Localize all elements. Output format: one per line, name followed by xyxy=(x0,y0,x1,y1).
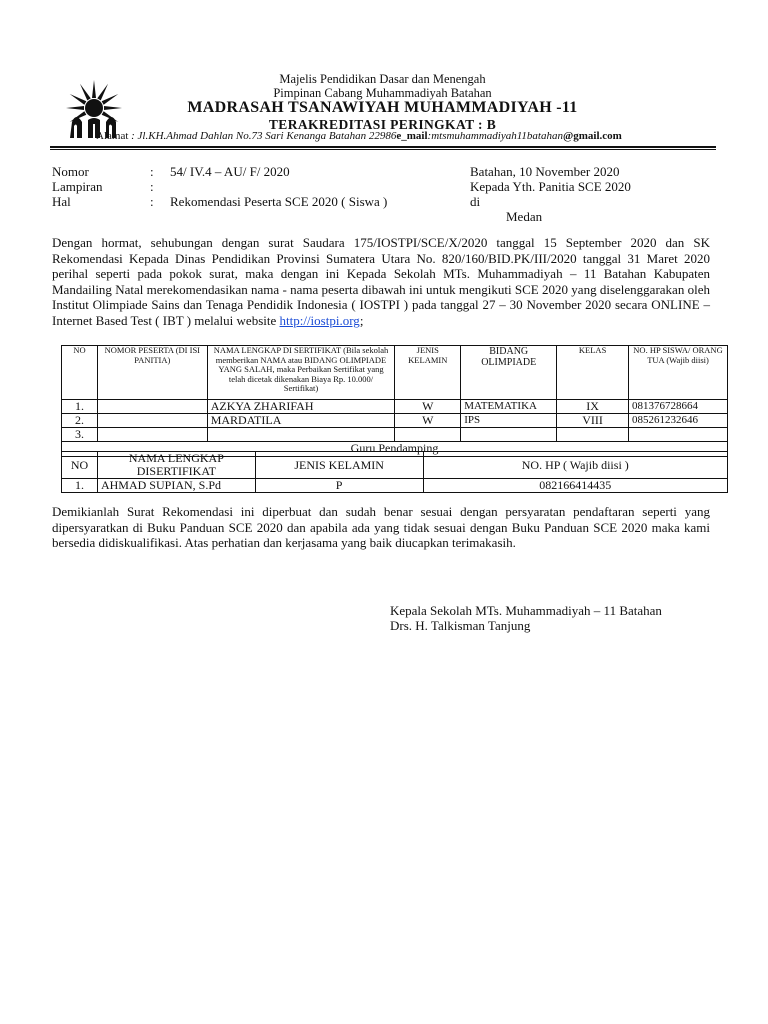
row-hp: 081376728664 xyxy=(629,400,728,414)
email-text: :mtsmuhammadiyah11batahan xyxy=(427,130,563,142)
col-kelas: KELAS xyxy=(557,346,629,400)
lampiran-colon: : xyxy=(150,179,154,194)
header-line-2: Pimpinan Cabang Muhammadiyah Batahan xyxy=(273,86,492,100)
row-no: 1. xyxy=(62,400,98,414)
hal-value: Rekomendasi Peserta SCE 2020 ( Siswa ) xyxy=(170,194,388,209)
row-hp xyxy=(629,428,728,442)
email-domain: @gmail.com xyxy=(563,130,622,142)
guru-row-nama: AHMAD SUPIAN, S.Pd xyxy=(97,479,255,493)
guru-table xyxy=(61,451,728,493)
row-nomor xyxy=(97,414,207,428)
nomor-colon: : xyxy=(150,164,154,179)
header-line-1: Majelis Pendidikan Dasar dan Menengah xyxy=(279,72,486,86)
row-nomor xyxy=(97,428,207,442)
row-kelas xyxy=(557,428,629,442)
accreditation: TERAKREDITASI PERINGKAT : B xyxy=(268,117,497,132)
intro-end: ; xyxy=(359,312,364,328)
row-nama xyxy=(207,428,395,442)
nomor-value: 54/ IV.4 – AU/ F/ 2020 xyxy=(170,164,290,179)
letter-date: Batahan, 10 November 2020 xyxy=(470,164,620,179)
website-link[interactable]: http://iostpi.org xyxy=(279,312,360,328)
guru-row-no: 1. xyxy=(62,479,98,493)
table-row xyxy=(62,400,728,414)
closing-paragraph: Demikianlah Surat Rekomendasi ini diperbuat dan sudah benar sesuai dengan persyaratan pendaftaran seperti yang dipersyaratkan di Buku Panduan SCE 2020 dan apabila ada yang tidak sesuai dengan Buku Panduan SCE 2020 maka kami bersedia didiskualifikasi. Atas perhatian dan kerjasama yang baik diucapkan terimakasih. xyxy=(52,504,710,550)
address-text: : Jl.KH.Ahmad Dahlan No.73 Sari Kenanga Batahan 22986 xyxy=(131,130,397,142)
col-jenis-kelamin: JENIS KELAMIN xyxy=(395,346,461,400)
col-hp: NO. HP SISWA/ ORANG TUA (Wajib diisi) xyxy=(629,346,728,400)
col-bidang: BIDANG OLIMPIADE xyxy=(461,346,557,400)
guru-col-jk: JENIS KELAMIN xyxy=(255,452,423,479)
row-jk: W xyxy=(395,414,461,428)
guru-title: Guru Pendamping xyxy=(62,442,728,457)
recipient: Kepada Yth. Panitia SCE 2020 xyxy=(470,179,631,194)
email-label: e_mail xyxy=(396,130,428,142)
address-line xyxy=(96,130,622,143)
school-name: MADRASAH TSANAWIYAH MUHAMMADIYAH -11 xyxy=(187,99,578,116)
header-rule xyxy=(50,146,716,148)
row-jk xyxy=(395,428,461,442)
row-bidang xyxy=(461,428,557,442)
intro-paragraph xyxy=(52,235,710,328)
row-jk: W xyxy=(395,400,461,414)
nomor-label: Nomor xyxy=(52,164,89,179)
table-row xyxy=(62,479,728,493)
row-bidang: MATEMATIKA xyxy=(461,400,557,414)
signature-name: Drs. H. Talkisman Tanjung xyxy=(390,618,531,633)
row-no: 2. xyxy=(62,414,98,428)
participants-header-row xyxy=(62,346,728,400)
guru-col-no: NO xyxy=(62,452,98,479)
intro-text: Dengan hormat, sehubungan dengan surat Saudara 175/IOSTPI/SCE/X/2020 tanggal 15 September 2020 dan SK Rekomendasi Kepada Dinas Pendidikan Provinsi Sumatera Utara No. 820/160/BID.PK/III/2020 tanggal 31 Maret 2020 perihal seperti pada pokok surat, maka dengan ini Kepada Sekolah MTs. Muhammadiyah – 11 Batahan Kabupaten Mandailing Natal merekomendasikan nama - nama peserta dibawah ini untuk mengikuti SCE 2020 yang diselenggarakan oleh Institut Olimpiade Sains dan Tenaga Pendidik Indonesia ( IOSTPI ) pada tanggal 27 – 30 November 2020 secara ONLINE – Internet Based Test ( IBT ) melalui website xyxy=(52,235,710,328)
col-nama: NAMA LENGKAP DI SERTIFIKAT (Bila sekolah memberikan NAMA atau BIDANG OLIMPIADE YANG SALAH, maka Perbaikan Sertifikat yang telah dicetak dikenakan Biaya Rp. 10.000/ Sertifikat) xyxy=(207,346,395,400)
col-no: NO xyxy=(62,346,98,400)
guru-row-hp: 082166414435 xyxy=(423,479,727,493)
table-row xyxy=(62,428,728,442)
guru-col-nama: NAMA LENGKAP DISERTIFIKAT xyxy=(97,452,255,479)
row-nomor xyxy=(97,400,207,414)
hal-colon: : xyxy=(150,194,154,209)
table-row xyxy=(62,414,728,428)
recipient-di: di xyxy=(470,194,481,209)
row-nama: MARDATILA xyxy=(207,414,395,428)
guru-row-jk: P xyxy=(255,479,423,493)
address-label: Alamat xyxy=(96,130,129,142)
row-nama: AZKYA ZHARIFAH xyxy=(207,400,395,414)
signature-title: Kepala Sekolah MTs. Muhammadiyah – 11 Batahan xyxy=(390,603,662,618)
recipient-city: Medan xyxy=(506,209,543,224)
row-no: 3. xyxy=(62,428,98,442)
lampiran-label: Lampiran xyxy=(52,179,103,194)
guru-header-row xyxy=(62,452,728,479)
row-bidang: IPS xyxy=(461,414,557,428)
row-kelas: IX xyxy=(557,400,629,414)
hal-label: Hal xyxy=(52,194,71,209)
col-nomor-peserta: NOMOR PESERTA (DI ISI PANITIA) xyxy=(97,346,207,400)
header-rule-thin xyxy=(50,149,716,150)
guru-col-hp: NO. HP ( Wajib diisi ) xyxy=(423,452,727,479)
participants-table xyxy=(61,345,728,457)
row-hp: 085261232646 xyxy=(629,414,728,428)
row-kelas: VIII xyxy=(557,414,629,428)
